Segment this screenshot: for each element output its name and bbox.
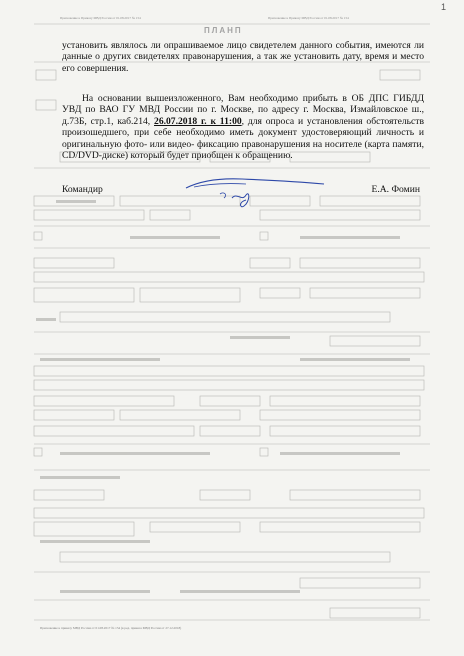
paragraph-2-start: На основании вышеизложенного, Вам необходимо прибыть в ОБ ДПС ГИБДД УВД по ВАО ГУ МВД России по г. Москве, по адресу г. Москва, Измайловское ш., д.73Б, стр.1, каб.214, [62,93,424,127]
header-note-right: Приложение к Приказу МВД России от 01.08.2017 № 154 [268,16,349,20]
paragraph-1: установить являлось ли опрашиваемое лицо свидетелем данного события, имеются ли данные о других свидетелях правонарушения, а так же установить дату, время и место его совершения. [62,40,424,74]
ghost-form-title: ПЛАНП [204,26,243,35]
appointment-date: 26.07.2018 г. к 11:00 [154,115,242,127]
signer-position: Командир [62,184,103,195]
signer-name: Е.А. Фомин [371,184,420,195]
paragraph-2-end: , для опроса и установления обстоятельств произошедшего, при себе необходимо иметь документ удостоверяющий личность и оригинальную фото- или видео- фиксацию правонарушения на носителе (карта памяти, CD/DVD-диске) который будет приобщен к обращению. [62,115,425,162]
page-mark: 1 [441,2,447,12]
header-note-left: Приложение к Приказу МВД России от 01.08.2017 № 154 [60,16,141,20]
handwritten-signature [180,172,330,212]
paragraph-2 [62,93,424,161]
footer-note: Приложение к приказу МВД России от 01.08.2017 № 154 (в ред. приказа МВД России от 27.12.2018) [40,626,182,630]
